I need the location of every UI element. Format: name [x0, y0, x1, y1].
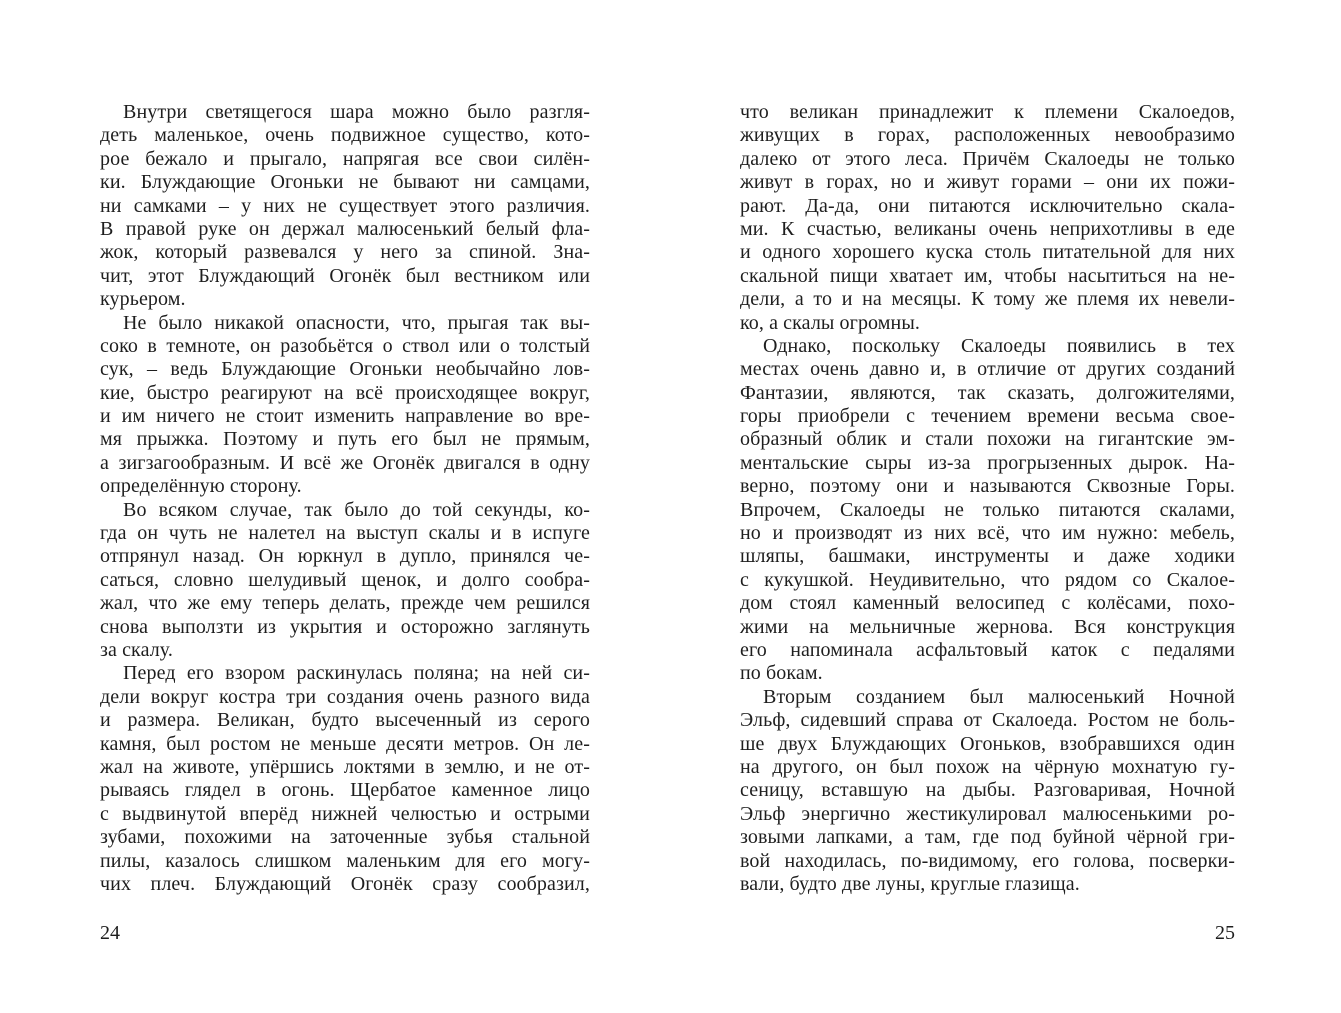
text-line: Эльф энергично жестикулировал малюсенькими ро-	[740, 802, 1235, 825]
text-line: его напоминала асфальтовый каток с педалями	[740, 638, 1235, 661]
text-line: живущих в горах, расположенных невообразимо	[740, 124, 1235, 147]
text-line: зовыми лапками, а там, где под буйной чёрной гри-	[740, 826, 1235, 849]
text-line: Фантазии, являются, так сказать, долгожителями,	[740, 381, 1235, 404]
text-line: Эльф, сидевший справа от Скалоеда. Ростом не боль-	[740, 709, 1235, 732]
paragraph	[740, 686, 1235, 897]
text-line: деть маленькое, очень подвижное существо, кото-	[100, 124, 590, 147]
text-line: чих плеч. Блуждающий Огонёк сразу сообразил,	[100, 872, 590, 895]
text-line: камня, был ростом не меньше десяти метров. Он ле-	[100, 732, 590, 755]
text-line: и одного хорошего куска столь питательной для них	[740, 241, 1235, 264]
text-line: ше двух Блуждающих Огоньков, взобравшихся один	[740, 732, 1235, 755]
text-line: рываясь глядел в огонь. Щербатое каменное лицо	[100, 779, 590, 802]
text-line: живут в горах, но и живут горами – они их пожи-	[740, 171, 1235, 194]
text-line: В правой руке он держал малюсенький белый фла-	[100, 217, 590, 240]
left-page-text	[100, 101, 590, 896]
text-line: чит, этот Блуждающий Огонёк был вестником или	[100, 264, 590, 287]
text-line: определённую сторону.	[100, 475, 302, 498]
text-line: и им ничего не стоит изменить направление во вре-	[100, 405, 590, 428]
text-line: жал, что же ему теперь делать, прежде чем решился	[100, 592, 590, 615]
text-line: зубами, похожими на заточенные зубья стальной	[100, 826, 590, 849]
page-number-left: 24	[100, 922, 120, 944]
text-line: сеницу, вставшую на дыбы. Разговаривая, Ночной	[740, 779, 1235, 802]
paragraph	[100, 499, 590, 663]
text-line: дели, а то и на месяцы. К тому же племя их невели-	[740, 288, 1235, 311]
right-page-text	[740, 101, 1235, 896]
text-line: ментальские сыры из-за прогрызенных дырок. На-	[740, 451, 1235, 474]
text-line: далеко от этого леса. Причём Скалоеды не только	[740, 147, 1235, 170]
text-line: с выдвинутой вперёд нижней челюстью и острыми	[100, 802, 590, 825]
text-line: по бокам.	[740, 662, 823, 685]
text-line: жок, который развевался у него за спиной. Зна-	[100, 241, 590, 264]
text-line: верно, поэтому они и называются Сквозные Горы.	[740, 475, 1235, 498]
page-number-right: 25	[1215, 922, 1235, 944]
text-line: Перед его взором раскинулась поляна; на ней си-	[123, 662, 590, 685]
text-line: рают. Да-да, они питаются исключительно скала-	[740, 194, 1235, 217]
text-line: ко, а скалы огромны.	[740, 311, 920, 334]
text-line: кие, быстро реагируют на всё происходящее вокруг,	[100, 381, 590, 404]
paragraph	[100, 101, 590, 312]
text-line: пилы, казалось слишком маленьким для его могу-	[100, 849, 590, 872]
text-line: шляпы, башмаки, инструменты и даже ходики	[740, 545, 1235, 568]
text-line: местах очень давно и, в отличие от других созданий	[740, 358, 1235, 381]
text-line: гда он чуть не налетел на выступ скалы и в испуге	[100, 522, 590, 545]
text-line: жал на животе, упёршись локтями в землю, и не от-	[100, 755, 590, 778]
text-line: Внутри светящегося шара можно было разгля-	[123, 101, 590, 123]
text-line: дом стоял каменный велосипед с колёсами, похо-	[740, 592, 1235, 615]
text-line: ми. К счастью, великаны очень неприхотливы в еде	[740, 217, 1235, 240]
text-line: дели вокруг костра три создания очень разного вида	[100, 685, 590, 708]
text-line: сук, – ведь Блуждающие Огоньки необычайно лов-	[100, 358, 590, 381]
text-line: горы приобрели с течением времени весьма свое-	[740, 405, 1235, 428]
text-line: но и производят из них всё, что им нужно: мебель,	[740, 522, 1235, 545]
text-line: Впрочем, Скалоеды не только питаются скалами,	[740, 498, 1235, 521]
paragraph	[740, 101, 1235, 335]
text-line: вали, будто две луны, круглые глазища.	[740, 872, 1080, 895]
text-line: скальной пищи хватает им, чтобы насытиться на не-	[740, 264, 1235, 287]
text-line: а зигзагообразным. И всё же Огонёк двигался в одну	[100, 451, 590, 474]
text-line: ки. Блуждающие Огоньки не бывают ни самцами,	[100, 171, 590, 194]
text-line: образный облик и стали похожи на гигантские эм-	[740, 428, 1235, 451]
text-line: отпрянул назад. Он юркнул в дупло, принялся че-	[100, 545, 590, 568]
text-line: за скалу.	[100, 638, 173, 661]
text-line: саться, словно шелудивый щенок, и долго сообра-	[100, 568, 590, 591]
text-line: Не было никакой опасности, что, прыгая так вы-	[123, 311, 590, 334]
text-line: мя прыжка. Поэтому и путь его был не прямым,	[100, 428, 590, 451]
paragraph	[100, 662, 590, 896]
text-line: Во всяком случае, так было до той секунды, ко-	[123, 498, 590, 521]
text-line: жими на мельничные жернова. Вся конструкция	[740, 615, 1235, 638]
text-line: рое бежало и прыгало, напрягая все свои силён-	[100, 147, 590, 170]
paragraph	[740, 335, 1235, 686]
text-line: курьером.	[100, 288, 186, 311]
text-line: и размера. Великан, будто высеченный из серого	[100, 709, 590, 732]
text-line: Вторым созданием был малюсенький Ночной	[763, 685, 1235, 708]
text-line: снова выползти из укрытия и осторожно заглянуть	[100, 615, 590, 638]
text-line: что великан принадлежит к племени Скалоедов,	[740, 101, 1235, 123]
text-line: с кукушкой. Неудивительно, что рядом со Скалое-	[740, 568, 1235, 591]
text-line: ни самками – у них не существует этого различия.	[100, 194, 590, 217]
text-line: Однако, поскольку Скалоеды появились в тех	[763, 334, 1235, 357]
text-line: вой находилась, по-видимому, его голова, посверки-	[740, 849, 1235, 872]
text-line: на другого, он был похож на чёрную мохнатую гу-	[740, 755, 1235, 778]
text-line: соко в темноте, он разобьётся о ствол или о толстый	[100, 334, 590, 357]
paragraph	[100, 312, 590, 499]
